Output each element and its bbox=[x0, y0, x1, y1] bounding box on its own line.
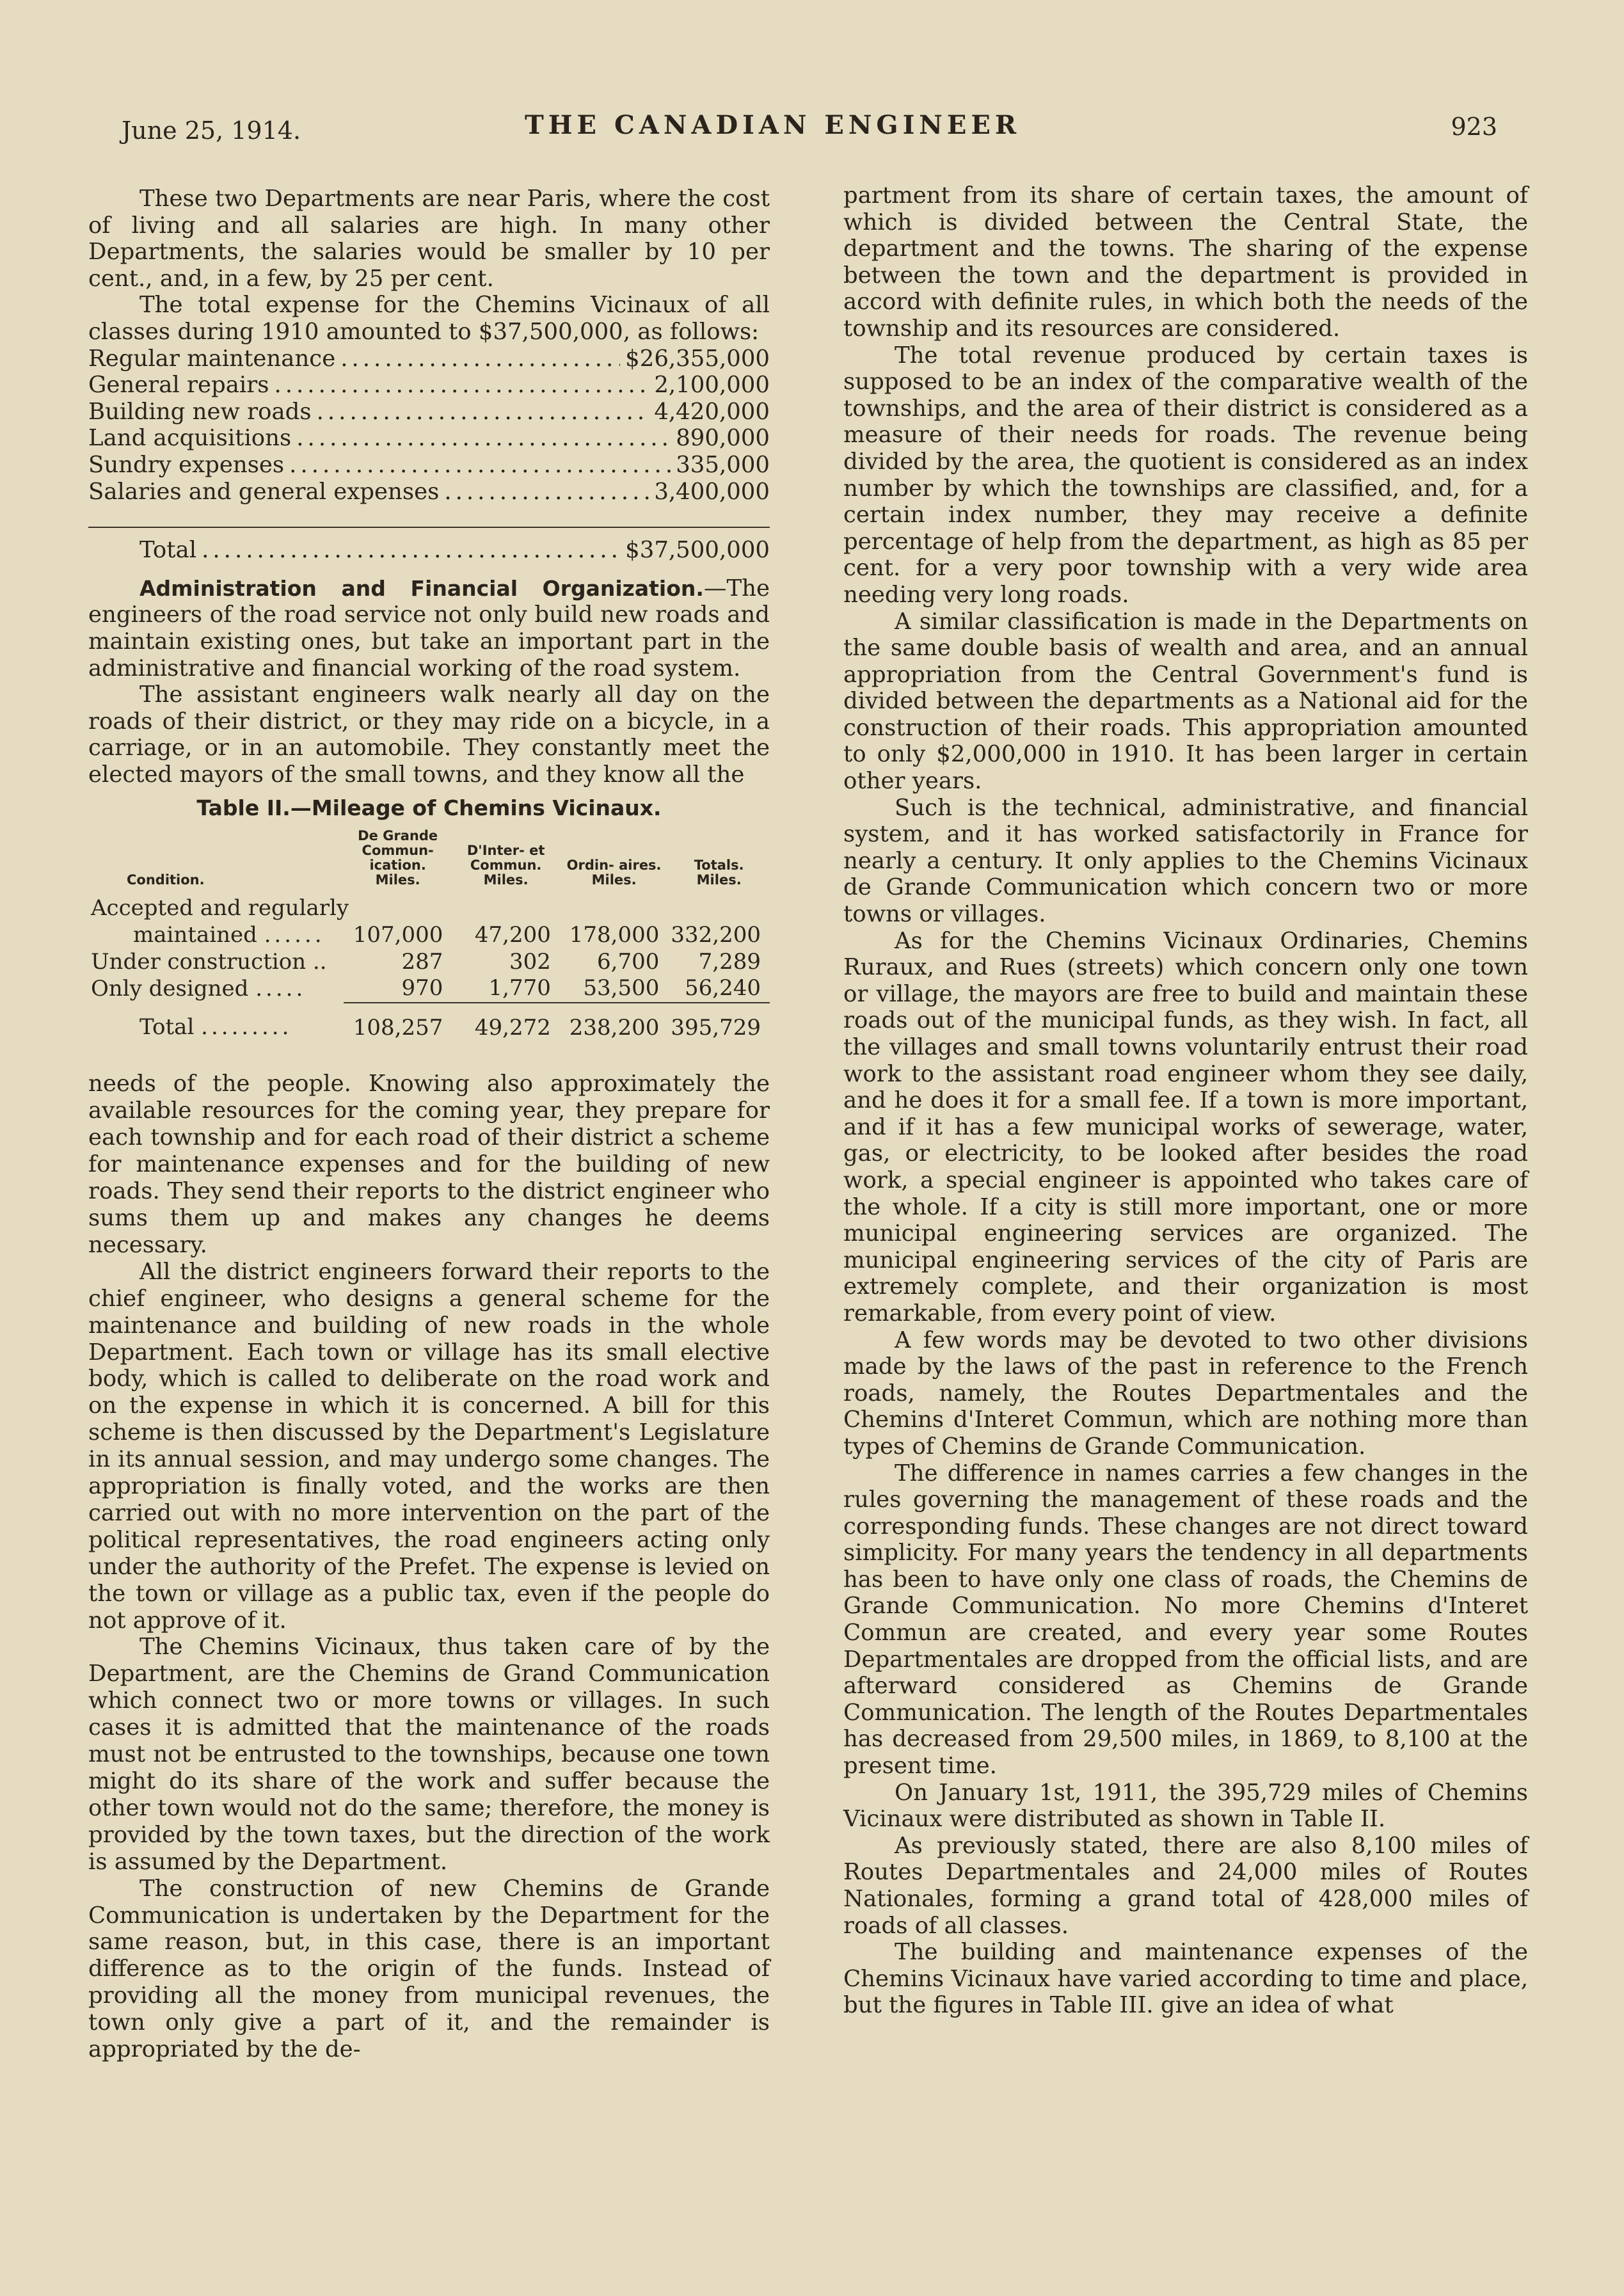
expense-rule bbox=[88, 527, 770, 528]
column-header: De Grande Commun- ication. Miles. bbox=[358, 828, 438, 888]
paragraph: The difference in names carries a few changes in the rules governing the management of these roads and the corresponding funds. These changes are not direct toward simplicity. For many years the tendency in all departments has been to have only one class of roads, the Chemins de Grande Communication. No more Chemins d'Interet Commun are created, and every year some Routes Departmentales are dropped from the official lists, and are afterward considered as Chemins de Grande Communication. The length of the Routes Departmentales has decreased from 29,500 miles, in 1869, to 8,100 at the present time. bbox=[843, 1460, 1528, 1780]
table-cell: 56,240 bbox=[668, 975, 770, 1003]
expense-list bbox=[88, 346, 770, 564]
expense-row bbox=[88, 479, 770, 506]
table-cell: 302 bbox=[509, 948, 551, 975]
table-title: Table II.—Mileage of Chemins Vicinaux. bbox=[196, 795, 662, 821]
row-label: maintained ...... bbox=[133, 922, 325, 948]
admin-paragraph bbox=[88, 575, 770, 682]
expense-total-label: Total bbox=[139, 537, 197, 564]
expense-amount: 3,400,000 bbox=[654, 478, 770, 505]
left-lower-text bbox=[88, 1071, 770, 2063]
mileage-table bbox=[88, 829, 770, 1041]
expense-amount: $26,355,000 bbox=[625, 345, 770, 372]
table-cell: 7,289 bbox=[698, 948, 761, 975]
table-cell: 332,200 bbox=[671, 922, 761, 948]
paragraph: The assistant engineers walk nearly all day on the roads of their district, or they may ride on a bicycle, in a carriage, or in an automobile. They constantly meet the elected mayors of the small towns, and they know all the bbox=[88, 682, 770, 788]
paragraph: The Chemins Vicinaux, thus taken care of by the Department, are the Chemins de Grand Communication which connect two or more towns or villages. In such cases it is admitted that the maintenance of the roads must not be entrusted to the townships, because one town might do its share of the work and suffer because the other town would not do the same; therefore, the money is provided by the town taxes, but the direction of the work is assumed by the Department. bbox=[88, 1634, 770, 1875]
table-cell: 1,770 bbox=[452, 975, 559, 1003]
expense-label: Land acquisitions bbox=[88, 425, 292, 452]
table-header-row bbox=[88, 829, 770, 895]
row-label: Total ......... bbox=[139, 1014, 292, 1040]
table-row bbox=[88, 949, 770, 976]
table-cell: 107,000 bbox=[353, 922, 443, 948]
paragraph: As previously stated, there are also 8,100 miles of Routes Departmentales and 24,000 miles of Routes Nationales, forming a grand total of 428,000 miles of roads of all classes. bbox=[843, 1832, 1528, 1939]
paragraph: The total expense for the Chemins Vicinaux of all classes during 1910 amounted to $37,500,000, as follows: bbox=[88, 292, 770, 345]
paragraph: Such is the technical, administrative, and financial system, and it has worked satisfactorily in France for nearly a century. It only applies to the Chemins Vicinaux de Grande Communication which concern two or more towns or villages. bbox=[843, 794, 1528, 928]
issue-date: June 25, 1914. bbox=[122, 116, 301, 145]
expense-total-row bbox=[88, 537, 770, 564]
paragraph: The construction of new Chemins de Grande Communication is undertaken by the Department for the same reason, but, in this case, there is an important difference as to the origin of the funds. Instead of providing all the money from municipal revenues, the town only give a part of it, and the remainder is appropriated by the de- bbox=[88, 1875, 770, 2063]
expense-total-amount: $37,500,000 bbox=[625, 537, 770, 564]
table-cell: 6,700 bbox=[597, 948, 660, 975]
paragraph: needs of the people. Knowing also approximately the available resources for the coming year, they prepare for each township and for each road of their district a scheme for maintenance expenses and for the building of new roads. They send their reports to the district engineer who sums them up and makes any changes he deems necessary. bbox=[88, 1071, 770, 1258]
table-cell: 395,729 bbox=[671, 1014, 761, 1040]
expense-row bbox=[88, 346, 770, 372]
column-header: D'Inter- et Commun. Miles. bbox=[466, 843, 545, 888]
expense-label: General repairs bbox=[88, 372, 269, 399]
expense-label: Salaries and general expenses bbox=[88, 478, 440, 505]
column-header: Condition. bbox=[127, 872, 205, 888]
table-cell: 238,200 bbox=[569, 1014, 660, 1040]
row-label: Accepted and regularly bbox=[91, 895, 349, 921]
table-cell: 49,272 bbox=[474, 1014, 551, 1040]
expense-label: Building new roads bbox=[88, 398, 312, 425]
table-cell: 178,000 bbox=[569, 922, 660, 948]
expense-row bbox=[88, 372, 770, 399]
paragraph: The building and maintenance expenses of the Chemins Vicinaux have varied according to time and place, but the figures in Table III. give an idea of what bbox=[843, 1939, 1528, 2019]
table-cell: 970 bbox=[344, 975, 452, 1003]
paragraph: All the district engineers forward their reports to the chief engineer, who designs a general scheme for the maintenance and building of new roads in the whole Department. Each town or village has its small elective body, which is called to deliberate on the road work and on the expense in which it is concerned. A bill for this scheme is then discussed by the Department's Legislature in its annual session, and may undergo some changes. The appropriation is finally voted, and the works are then carried out with no more intervention on the part of the political representatives, the road engineers acting only under the authority of the Prefet. The expense is levied on the town or village as a public tax, even if the people do not approve of it. bbox=[88, 1258, 770, 1634]
expense-row bbox=[88, 425, 770, 452]
expense-label: Sundry expenses bbox=[88, 451, 285, 478]
column-header: Ordin- aires. Miles. bbox=[566, 857, 662, 888]
page-header bbox=[122, 110, 1497, 148]
left-column bbox=[88, 186, 770, 2063]
table-cell: 53,500 bbox=[560, 975, 668, 1003]
expense-amount: 4,420,000 bbox=[654, 398, 770, 425]
admin-text: —The engineers of the road service not only build new roads and maintain existing ones, but take an important part in the administrative and financial working of the road system. bbox=[88, 575, 770, 682]
table-row bbox=[88, 922, 770, 949]
paragraph: On January 1st, 1911, the 395,729 miles of Chemins Vicinaux were distributed as shown in Table II. bbox=[843, 1779, 1528, 1833]
paragraph: As for the Chemins Vicinaux Ordinaries, Chemins Ruraux, and Rues (streets) which concern only one town or village, the mayors are free to build and maintain these roads out of the municipal funds, as they wish. In fact, all the villages and small towns voluntarily entrust their road work to the assistant road engineer whom they see daily, and he does it for a small fee. If a town is more important, and if it has a few municipal works of sewerage, water, gas, or electricity, to be looked after besides the road work, a special engineer is appointed who takes care of the whole. If a city is still more important, one or more municipal engineering services are organized. The municipal engineering services of the city of Paris are extremely complete, and their organization is most remarkable, from every point of view. bbox=[843, 927, 1528, 1327]
expense-amount: 890,000 bbox=[676, 425, 770, 452]
row-label: Under construction .. bbox=[91, 948, 327, 975]
paragraph: partment from its share of certain taxes, the amount of which is divided between the Central State, the department and the towns. The sharing of the expense between the town and the department is provided in accord with definite rules, in which both the needs of the township and its resources are considered. bbox=[843, 182, 1528, 342]
table-cell: 287 bbox=[401, 948, 443, 975]
paragraph: The total revenue produced by certain taxes is supposed to be an index of the comparative wealth of the townships, and the area of their district is considered as a measure of their needs for roads. The revenue being divided by the area, the quotient is considered as an index number by which the townships are classified, and, for a certain index number, they may receive a definite percentage of help from the department, as high as 85 per cent. for a very poor township with a very wide area needing very long roads. bbox=[843, 342, 1528, 608]
column-header: Totals. Miles. bbox=[694, 857, 744, 888]
expense-amount: 2,100,000 bbox=[654, 372, 770, 399]
table-total-row bbox=[88, 1003, 770, 1042]
table-cell: 47,200 bbox=[474, 922, 551, 948]
expense-row bbox=[88, 452, 770, 479]
paragraph: A similar classification is made in the Departments on the same double basis of wealth and area, and an annual appropriation from the Central Government's fund is divided between the departments as a National aid for the construction of their roads. This appropriation amounted to only $2,000,000 in 1910. It has been larger in certain other years. bbox=[843, 608, 1528, 795]
row-label: Only designed ..... bbox=[91, 975, 306, 1001]
right-column bbox=[843, 182, 1528, 2019]
expense-label: Regular maintenance bbox=[88, 345, 336, 372]
expense-row bbox=[88, 399, 770, 426]
table-row bbox=[88, 895, 770, 922]
table-row bbox=[88, 975, 770, 1003]
paragraph: A few words may be devoted to two other divisions made by the laws of the past in reference to the French roads, namely, the Routes Departmentales and the Chemins d'Interet Commun, which are nothing more than types of Chemins de Grande Communication. bbox=[843, 1327, 1528, 1460]
table-cell: 108,257 bbox=[353, 1014, 443, 1040]
page-number: 923 bbox=[1451, 113, 1497, 141]
section-heading: Administration and Financial Organization. bbox=[139, 575, 704, 601]
expense-amount: 335,000 bbox=[676, 451, 770, 478]
journal-title: THE CANADIAN ENGINEER bbox=[525, 110, 1021, 140]
paragraph: These two Departments are near Paris, where the cost of living and all salaries are high. In many other Departments, the salaries would be smaller by 10 per cent., and, in a few, by 25 per cent. bbox=[88, 186, 770, 292]
